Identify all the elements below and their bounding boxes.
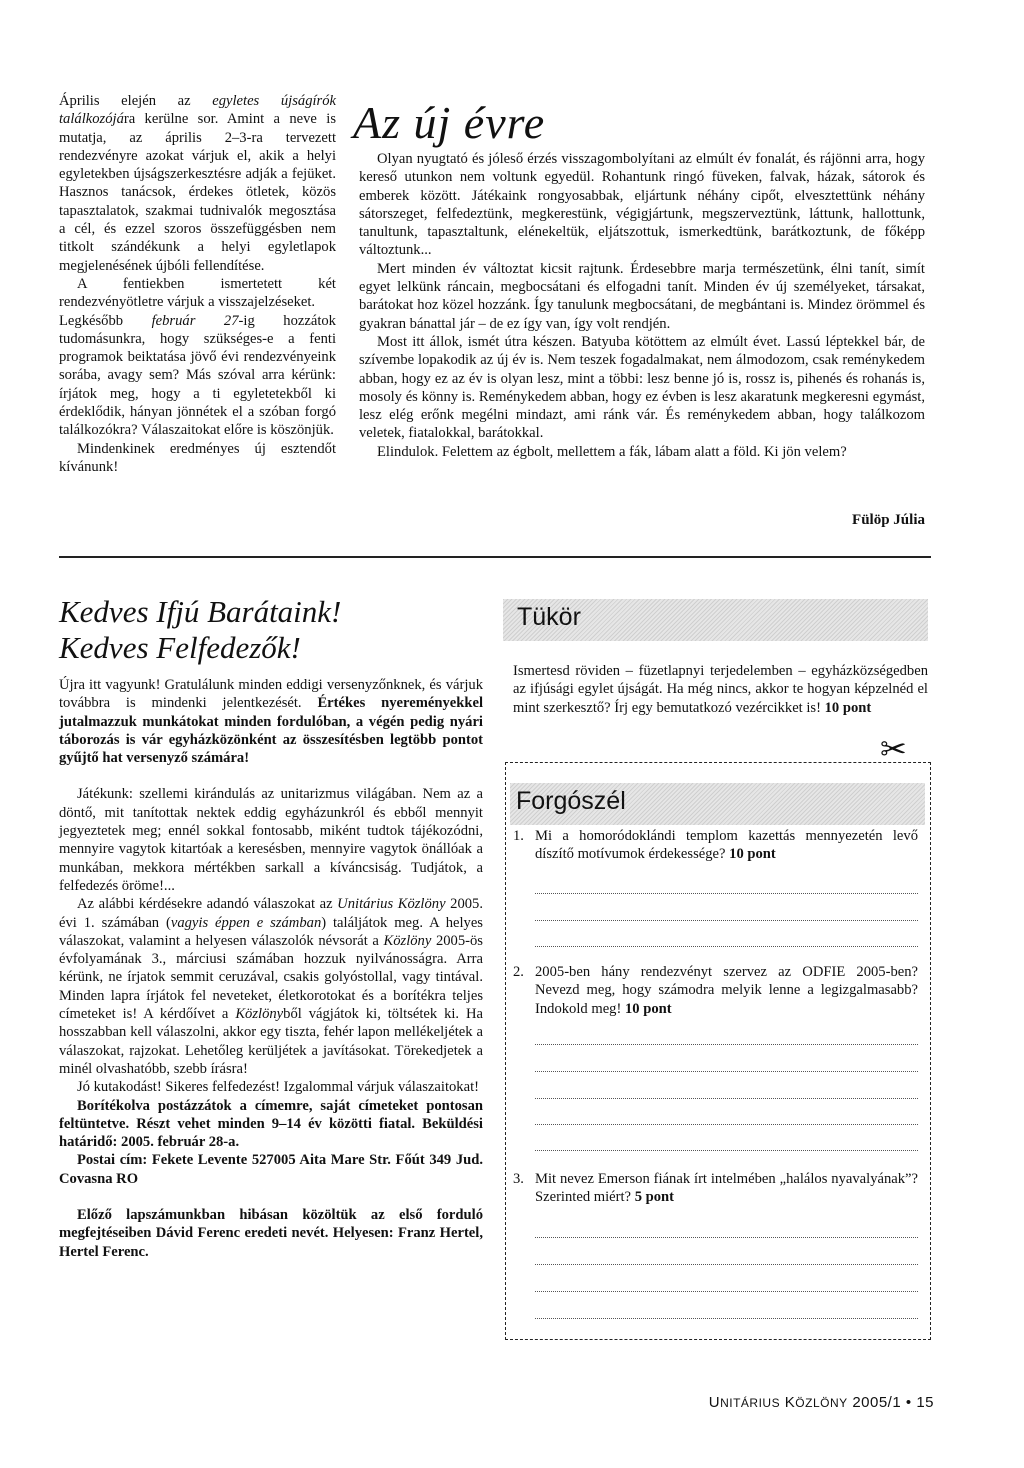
contest-greeting (59, 594, 341, 666)
answer-line[interactable] (535, 1044, 918, 1045)
april-paragraph-4: Mindenkinek eredményes új esztendőt kívánunk! (59, 440, 336, 475)
article-body (359, 150, 925, 461)
article-paragraph: Elindulok. Felettem az égbolt, mellettem a fák, lábam alatt a föld. Ki jön velem? (377, 443, 847, 460)
contest-paragraph: Játékunk: szellemi kirándulás az unitarizmus világában. Nem az a döntő, mit tanítottak nektek eddig egyházunkról és ebből mennyit jegyeztetek meg; ennél sokkal fontosabb, miként tudtok tájékozódni, mennyire vagytok kitartóak a keresésben, mennyire vagytok önállóak a munkában, mekkora mértékben sarkall a kíváncsiság. Tudjátok, a felfedezés öröme!... (59, 786, 483, 894)
question-3: 3. Mit nevez Emerson fiának írt intelmében „halálos nyavalyának”? Szerinted miért? 5 pont (513, 1171, 918, 1206)
answer-line[interactable] (535, 1150, 918, 1151)
bullet-separator: • (905, 1394, 912, 1411)
contest-paragraph: Az alábbi kérdésekre adandó válaszokat az Unitárius Közlöny 2005. évi 1. számában (vagyis éppen e számban) találjátok meg. A helyes válaszokat, valamint a helyesen válaszolók névsorát a Közlöny 2005-ös évfolyamának 3., márciusi számában hozzuk nyilvánosságra. Arra kérünk, ne írjatok semmit ceruzával, csakis golyóstollal, vagy tintával. Minden lapra írjátok fel neveteket, életkorotokat és a borítékra teljes címeteket is! A kérdőívet a Közlönyből vágjátok ki, töltsétek ki. Ha hosszabban kell válaszolni, akkor egy tiszta, fehér lapon mellékeljétek a válaszokat, rajzokat. Lehetőleg kerüljétek a javításokat. Törekedjetek a minél olvashatóbb, szebb írásra! (59, 896, 483, 1077)
answer-line[interactable] (535, 1318, 918, 1319)
answer-line[interactable] (535, 1071, 918, 1072)
april-paragraph-2: A fentiekben ismertetett két rendezvényötletre várjuk a visszajelzéseket. (59, 275, 336, 311)
article-paragraph: Mert minden év változtat kicsit rajtunk. Érdesebbre marja természetünk, élni tanít, simít egyet lelkünk ráncain, megbocsátani és elfogadni tanít. Minden év új személyeket, társakat, barátokat hoz közel hozzánk. Így tanulunk megbocsátani, de megbántani is. Mindez örömmel és gyakran bánattal jár – de ez így van, így volt rendjén. (359, 260, 925, 332)
contest-instructions: Borítékolva postázzátok a címemre, saját címeteket pontosan feltüntetve. Részt vehet minden 9–14 év közötti fiatal. Beküldési határidő: 2005. február 28-a. (59, 1097, 483, 1151)
correction-note: Előző lapszámunkban hibásan közöltük az első forduló megfejtéseiben Dávid Ferenc eredeti nevét. Helyesen: Franz Hertel, Hertel Ferenc. (59, 1207, 483, 1260)
contest-paragraph: Jó kutakodást! Sikeres felfedezést! Izgalommal várjuk válaszaitokat! (77, 1079, 479, 1096)
answer-line[interactable] (535, 1264, 918, 1265)
scissors-icon: ✂ (880, 731, 907, 767)
contest-intro: Újra itt vagyunk! Gratulálunk minden eddigi versenyzőnknek, és várjuk továbbra is mindenki jelentkezését. Értékes nyereményekkel jutalmazzuk munkátokat minden fordulóban, a végén pedig nyári táborozás is vár egyházközönként az összesítésben legtöbb pontot gyűjtő hat versenyző számára! (59, 677, 484, 767)
article-title: Az új évre (353, 97, 546, 148)
answer-line[interactable] (535, 1237, 918, 1238)
tukor-task (513, 662, 928, 717)
greeting-line-2: Kedves Felfedezők! (59, 630, 301, 665)
publication-name: UNITÁRIUS KÖZLÖNY (708, 1394, 848, 1411)
page-footer (709, 1394, 934, 1411)
tukor-banner (503, 599, 928, 641)
article-author: Fülöp Júlia (852, 512, 925, 528)
answer-line[interactable] (535, 946, 918, 947)
april-paragraph-3: Legkésőbb február 27-ig hozzátok tudomásunkra, hogy szükséges-e a fenti programok beiktatása jövő évi rendezvényeink sorába, avagy sem? Más szóval arra kérünk: írjátok meg, hogy a ti egyletetekből ki érdeklődik, hányan jönnétek el a szóban forgó találkozókra? Válaszaitokat előre is köszönjük. (59, 312, 336, 439)
answer-line[interactable] (535, 893, 918, 894)
contest-body (59, 676, 483, 1261)
tukor-label: Tükör (517, 603, 581, 631)
greeting-line-1: Kedves Ifjú Barátaink! (59, 594, 342, 629)
postal-address: Postai cím: Fekete Levente 527005 Aita Mare Str. Főút 349 Jud. Covasna RO (59, 1152, 483, 1187)
question-1: 1. Mi a homoródoklándi templom kazettás mennyezetén levő díszítő motívumok érdekessége? 10 pont (513, 828, 918, 863)
page-number: 15 (916, 1394, 934, 1411)
article-paragraph: Most itt állok, ismét útra készen. Batyuba kötöttem az elmúlt évet. Lassú léptekkel bár, de szívembe lopakodik az új év is. Nem teszek fogadalmakat, nem álmodozom, csak reménykedem abban, hogy ez az év is olyan lesz, mint a többi: lesz benne jó is, rossz is, pihenés és rohanás is, mosoly és könny is. Reménykedem abban, hogy ez évben is lesz akaratunk megkeresni egymást, lesz elég erőnk megélni mindazt, ami ránk vár. És reménykedem abban, hogy találkozom veletek, fiatalokkal, barátokkal. (359, 333, 925, 442)
issue-number: 2005/1 (852, 1394, 902, 1411)
answer-line[interactable] (535, 1291, 918, 1292)
question-2: 2. 2005-ben hány rendezvényt szervez az ODFIE 2005-ben? Nevezd meg, hogy számodra melyik lenne a legizgalmasabb? Indokold meg! 10 pont (513, 964, 918, 1017)
forgoszel-banner (510, 783, 925, 825)
forgoszel-label: Forgószél (516, 787, 626, 815)
answer-line[interactable] (535, 920, 918, 921)
answer-line[interactable] (535, 1124, 918, 1125)
april-announcement (59, 92, 336, 476)
article-paragraph: Olyan nyugtató és jóleső érzés visszagombolyítani az elmúlt év fonalát, és rájönni arra, hogy kereső utunkon nem voltunk egyedül. Rohantunk ringó füveken, falvak, házak, sátorok és emberek között. Játékaink rongyosabbak, eljártunk néhány cipőt, elvesztettünk néhány sátorszeget, felfedeztünk, megkerestünk, végigjártunk, megszerveztünk, láttunk, hallottunk, tanultunk, tapasztaltunk, elénekeltük, eljátszottuk, ismerkedtünk, barátkoztunk, de főképp változtunk... (359, 151, 925, 259)
section-divider (59, 556, 931, 558)
answer-line[interactable] (535, 1098, 918, 1099)
tukor-text: Ismertesd röviden – füzetlapnyi terjedelemben – egyházközségedben az ifjúsági egylet újságát. Ha még nincs, akkor te hogyan képzelnéd el mint szerkesztő? Írj egy bemutatkozó vezércikket is! 10 pont (513, 663, 928, 716)
april-paragraph-1: Április elején az egyletes újságírók találkozójára kerülne sor. Amint a neve is mutatja, az április 2–3-ra tervezett rendezvényre azokat várjuk el, akik a helyi egyletekben újságszerkesztésre adják a fejüket. Hasznos tanácsok, érdekes ötletek, közös tapasztalatok, szakmai tudnivalók megosztása a cél, és ezzel szoros összefüggésben nem titkolt szándékunk a helyi egyletlapok megjelenésének újbóli fellendítése. (59, 93, 336, 274)
